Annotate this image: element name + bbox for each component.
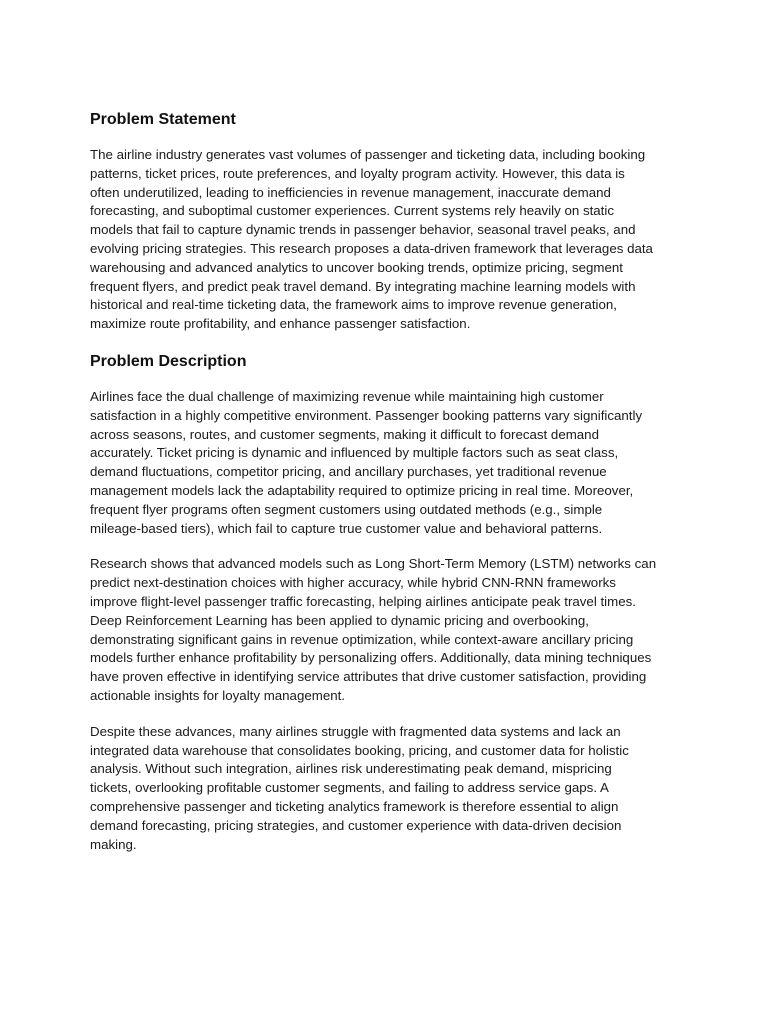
- text-line: making.: [90, 836, 137, 852]
- paragraph-problem-statement: [90, 146, 682, 334]
- document-body: [90, 109, 682, 854]
- text-line: often underutilized, leading to inefficiencies in revenue management, inaccurate demand: [90, 184, 611, 200]
- text-line: The airline industry generates vast volumes of passenger and ticketing data, including booking: [90, 147, 646, 162]
- text-line: across seasons, routes, and customer segments, making it difficult to forecast demand: [90, 426, 599, 442]
- paragraph-integration: [90, 723, 682, 855]
- text-line: mileage-based tiers), which fail to capture true customer value and behavioral patterns.: [90, 520, 603, 536]
- paragraph-research: [90, 555, 682, 705]
- text-line: frequent flyers, and predict peak travel demand. By integrating machine learning models with: [90, 278, 636, 294]
- text-line: forecasting, and suboptimal customer experiences. Current systems rely heavily on static: [90, 203, 614, 219]
- text-line: Airlines face the dual challenge of maximizing revenue while maintaining high customer: [90, 388, 604, 404]
- text-line: have proven effective in identifying service attributes that drive customer satisfaction, providing: [90, 669, 647, 685]
- text-line: Research shows that advanced models such as Long Short-Term Memory (LSTM) networks can: [90, 556, 657, 572]
- paragraph-challenges: [90, 388, 682, 538]
- text-line: demand forecasting, pricing strategies, and customer experience with data-driven decision: [90, 817, 622, 833]
- text-line: Deep Reinforcement Learning has been applied to dynamic pricing and overbooking,: [90, 612, 589, 628]
- text-line: actionable insights for loyalty management.: [90, 687, 345, 703]
- text-line: analysis. Without such integration, airlines risk underestimating peak demand, mispricing: [90, 761, 612, 777]
- text-line: management models lack the adaptability required to optimize pricing in real time. Moreover,: [90, 482, 634, 498]
- text-line: integrated data warehouse that consolidates booking, pricing, and customer data for holistic: [90, 742, 629, 758]
- text-line: comprehensive passenger and ticketing analytics framework is therefore essential to align: [90, 798, 619, 814]
- text-line: accurately. Ticket pricing is dynamic and influenced by multiple factors such as seat class,: [90, 445, 619, 461]
- text-line: demonstrating significant gains in revenue optimization, while context-aware ancillary pricing: [90, 631, 634, 647]
- text-line: historical and real-time ticketing data, the framework aims to improve revenue generation,: [90, 297, 617, 313]
- heading-problem-description: Problem Description: [90, 352, 247, 370]
- text-line: predict next-destination choices with higher accuracy, while hybrid CNN-RNN frameworks: [90, 575, 616, 591]
- text-line: patterns, ticket prices, route preferences, and loyalty program activity. However, this data is: [90, 165, 625, 181]
- text-line: warehousing and advanced analytics to uncover booking trends, optimize pricing, segment: [90, 259, 623, 275]
- text-line: Despite these advances, many airlines struggle with fragmented data systems and lack an: [90, 723, 621, 739]
- text-line: satisfaction in a highly competitive environment. Passenger booking patterns vary significantly: [90, 407, 643, 423]
- heading-problem-statement: Problem Statement: [90, 111, 236, 128]
- text-line: models further enhance profitability by personalizing offers. Additionally, data mining techniques: [90, 650, 652, 666]
- text-line: demand fluctuations, competitor pricing, and ancillary purchases, yet traditional revenue: [90, 464, 607, 480]
- text-line: frequent flyer programs often segment customers using outdated methods (e.g., simple: [90, 501, 603, 517]
- text-line: tickets, overlooking profitable customer segments, and failing to address service gaps. A: [90, 780, 609, 796]
- text-line: evolving pricing strategies. This research proposes a data-driven framework that leverages data: [90, 240, 653, 256]
- text-line: models that fail to capture dynamic trends in passenger behavior, seasonal travel peaks, and: [90, 222, 636, 238]
- text-line: maximize route profitability, and enhance passenger satisfaction.: [90, 316, 471, 332]
- text-line: improve flight-level passenger traffic forecasting, helping airlines anticipate peak travel times.: [90, 593, 636, 609]
